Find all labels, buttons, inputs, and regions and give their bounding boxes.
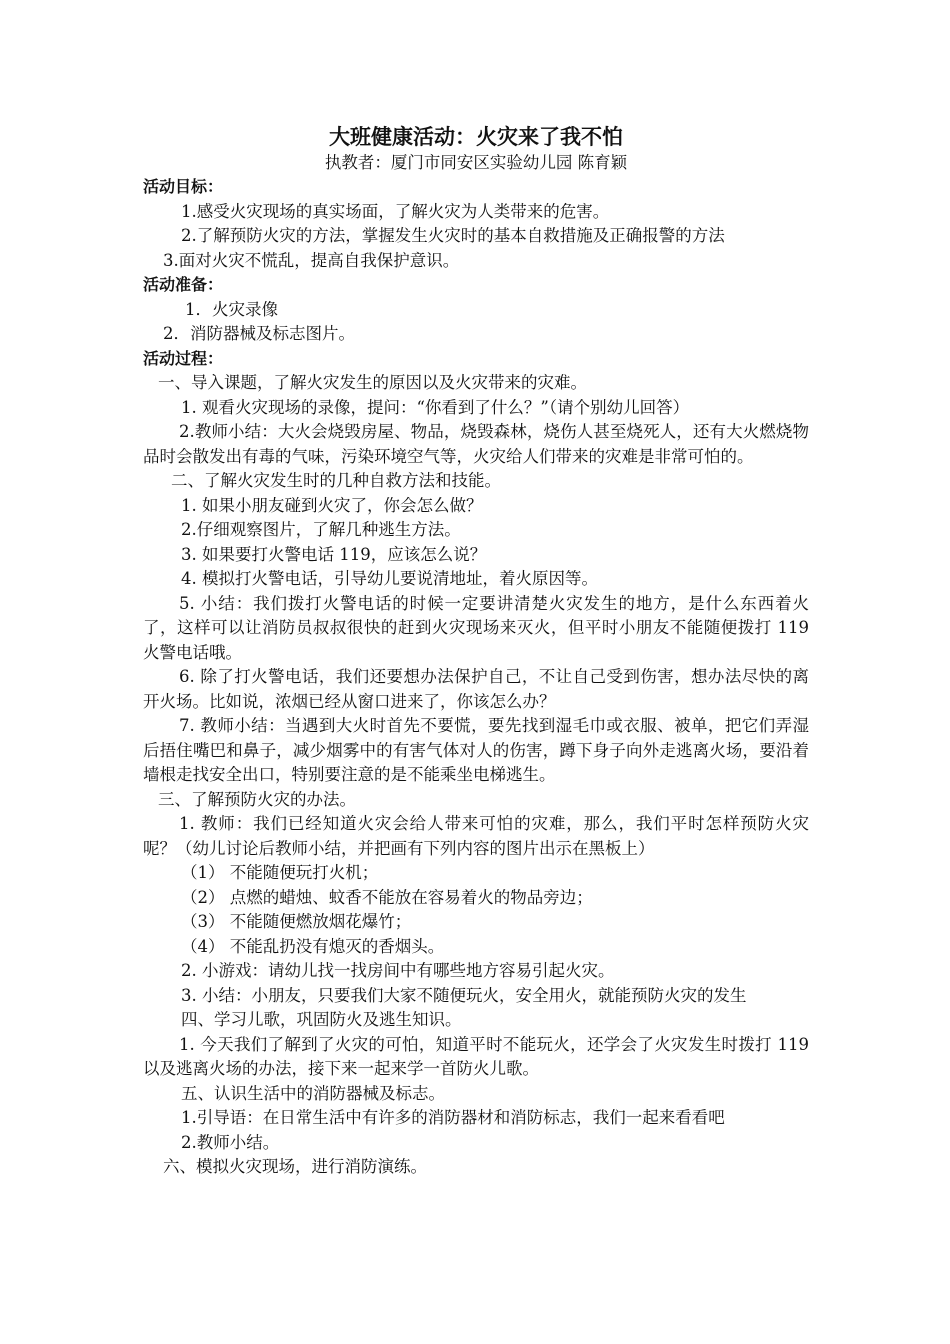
process-paragraph: 1. 今天我们了解到了火灾的可怕，知道平时不能玩火，还学会了火灾发生时拨打 119 以及逃离火场的办法，接下来一起来学一首防火儿歌。 bbox=[143, 1034, 809, 1078]
section-heading: 二、了解火灾发生时的几种自救方法和技能。 bbox=[171, 471, 501, 490]
process-paragraph: 1. 教师：我们已经知道火灾会给人带来可怕的灾难，那么，我们平时怎样预防火灾呢？（幼儿讨论后教师小结，并把画有下列内容的图片出示在黑板上） bbox=[143, 814, 809, 858]
prep-heading: 活动准备： bbox=[143, 275, 224, 294]
rule-item: （2） 点燃的蜡烛、蚊香不能放在容易着火的物品旁边； bbox=[181, 887, 593, 907]
document-body bbox=[143, 124, 809, 1180]
goals-heading: 活动目标： bbox=[143, 177, 224, 196]
process-item: 1.引导语：在日常生活中有许多的消防器材和消防标志，我们一起来看看吧 bbox=[181, 1108, 725, 1127]
author-line: 执教者：厦门市同安区实验幼儿园 陈育颖 bbox=[324, 153, 628, 172]
rule-item: （4） 不能乱扔没有熄灭的香烟头。 bbox=[181, 936, 445, 956]
process-paragraph: 5. 小结：我们拨打火警电话的时候一定要讲清楚火灾发生的地方，是什么东西着火了，这样可以让消防员叔叔很快的赶到火灾现场来灭火，但平时小朋友不能随便拨打 119 火警电话哦。 bbox=[143, 593, 809, 662]
process-item: 1. 如果小朋友碰到火灾了，你会怎么做？ bbox=[181, 495, 483, 515]
section-heading: 三、了解预防火灾的办法。 bbox=[158, 789, 356, 809]
prep-item: 2．消防器械及标志图片。 bbox=[163, 324, 355, 343]
process-item: 3. 小结：小朋友，只要我们大家不随便玩火，安全用火，就能预防火灾的发生 bbox=[181, 985, 747, 1005]
section-heading: 四、学习儿歌，巩固防火及逃生知识。 bbox=[181, 1010, 462, 1029]
process-paragraph: 6. 除了打火警电话，我们还要想办法保护自己，不让自己受到伤害，想办法尽快的离开火场。比如说，浓烟已经从窗口进来了，你该怎么办？ bbox=[143, 667, 809, 711]
section-heading: 一、导入课题，了解火灾发生的原因以及火灾带来的灾难。 bbox=[158, 373, 587, 392]
process-item: 2. 小游戏：请幼儿找一找房间中有哪些地方容易引起火灾。 bbox=[181, 961, 615, 980]
rule-item: （1） 不能随便玩打火机； bbox=[181, 863, 379, 882]
rule-item: （3） 不能随便燃放烟花爆竹； bbox=[181, 912, 412, 931]
goal-item: 1.感受火灾现场的真实场面，了解火灾为人类带来的危害。 bbox=[181, 201, 610, 221]
process-item: 4. 模拟打火警电话，引导幼儿要说清地址，着火原因等。 bbox=[181, 569, 598, 588]
process-paragraph: 7. 教师小结：当遇到大火时首先不要慌，要先找到湿毛巾或衣服、被单，把它们弄湿后捂住嘴巴和鼻子，减少烟雾中的有害气体对人的伤害，蹲下身子向外走逃离火场，要沿着墙根走找安全出口，特别要注意的是不能乘坐电梯逃生。 bbox=[143, 716, 809, 784]
process-item: 3. 如果要打火警电话 119，应该怎么说？ bbox=[181, 544, 487, 564]
process-item: 2.仔细观察图片，了解几种逃生方法。 bbox=[181, 520, 461, 539]
section-heading: 五、认识生活中的消防器械及标志。 bbox=[181, 1083, 445, 1103]
goal-item: 2.了解预防火灾的方法，掌握发生火灾时的基本自救措施及正确报警的方法 bbox=[181, 226, 725, 245]
goal-item: 3.面对火灾不慌乱，提高自我保护意识。 bbox=[163, 250, 460, 270]
prep-item: 1．火灾录像 bbox=[185, 299, 278, 319]
process-item: 2.教师小结。 bbox=[181, 1132, 280, 1152]
document-title: 大班健康活动：火灾来了我不怕 bbox=[329, 125, 623, 149]
process-paragraph: 2.教师小结：大火会烧毁房屋、物品，烧毁森林，烧伤人甚至烧死人，还有大火燃烧物品时会散发出有毒的气味，污染环境空气等，火灾给人们带来的灾难是非常可怕的。 bbox=[143, 422, 809, 466]
process-heading: 活动过程： bbox=[143, 348, 224, 368]
section-heading: 六、模拟火灾现场，进行消防演练。 bbox=[163, 1157, 427, 1176]
process-item: 1. 观看火灾现场的录像，提问：“你看到了什么？”（请个别幼儿回答） bbox=[181, 397, 690, 417]
